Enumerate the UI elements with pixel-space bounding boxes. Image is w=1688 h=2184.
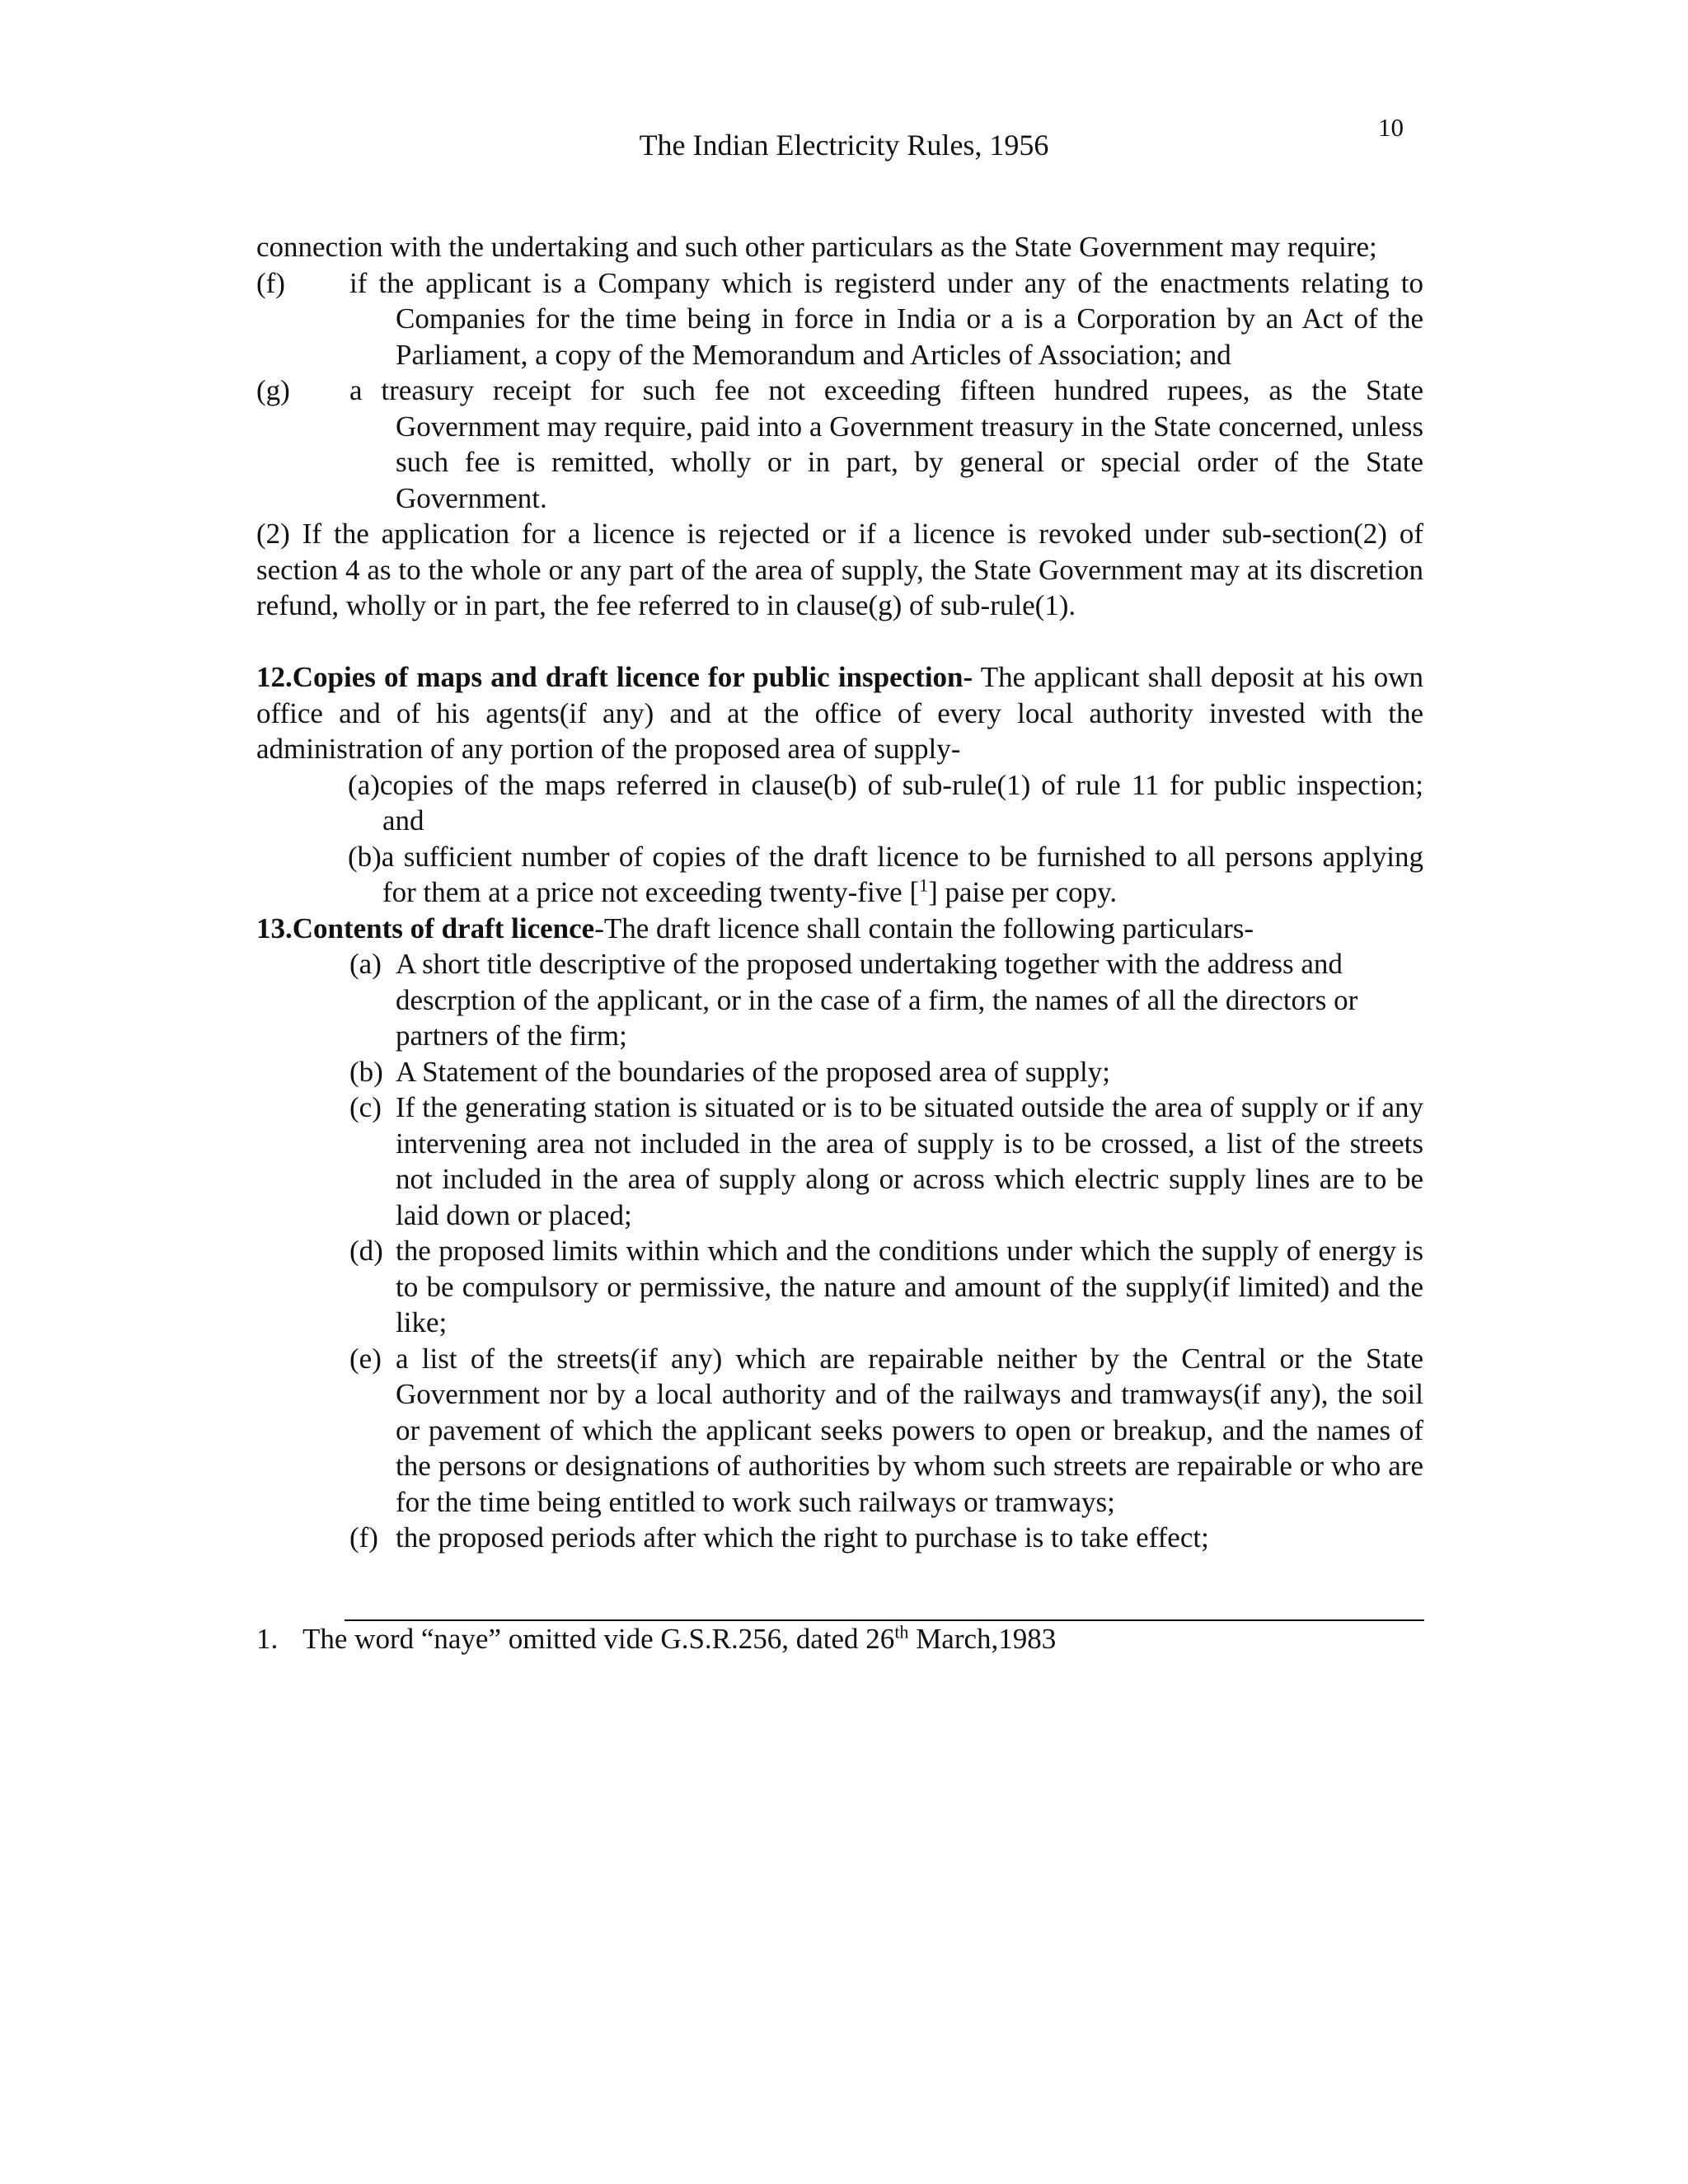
subrule-2-paragraph: (2) If the application for a licence is rejected or if a licence is revoked under sub-section(2) of section 4 as to the whole or any part of the area of supply, the State Government may at its discretion refund, wholly or in part, the fee referred to in clause(g) of sub-rule(1).: [256, 518, 1423, 621]
item-label: (a): [349, 948, 382, 980]
item-text: A Statement of the boundaries of the proposed area of supply;: [396, 1055, 1111, 1088]
clause-text: a treasury receipt for such fee not exceeding fifteen hundred rupees, as the State Government may require, paid into a Government treasury in the State concerned, unless such fee is remitted, wholly or in part, by general or special order of the State Government.: [349, 374, 1423, 514]
clause-label: (f): [256, 266, 285, 299]
rule-13-item: [256, 1341, 1423, 1521]
rule-13-item: [256, 1054, 1423, 1090]
rule-12-item-a: (a)copies of the maps referred in clause(b) of sub-rule(1) of rule 11 for public inspection; and: [348, 768, 1423, 837]
footnote-text-start: The word “naye” omitted vide G.S.R.256, dated 26: [302, 1623, 895, 1655]
rule-13-heading: 13.Contents of draft licence: [256, 912, 595, 944]
item-label: (b): [349, 1055, 383, 1088]
document-body: [256, 229, 1423, 1556]
footnote: [256, 1621, 1423, 1657]
clause-label: (g): [256, 374, 290, 406]
item-text: If the generating station is situated or is to be situated outside the area of supply or if any intervening area not included in the area of supply is to be crossed, a list of the streets not included in the area of supply along or across which electric supply lines are to be laid down or placed;: [396, 1091, 1423, 1231]
item-text: A short title descriptive of the proposed undertaking together with the address and descrption of the applicant, or in the case of a firm, the names of all the directors or partners of the firm;: [396, 948, 1358, 1052]
item-label: (f): [349, 1521, 378, 1554]
item-label: (d): [349, 1235, 383, 1267]
item-b-text-end: ] paise per copy.: [928, 876, 1118, 908]
paragraph-spacer: [256, 624, 1423, 660]
clause-g: [256, 373, 1423, 516]
running-header: The Indian Electricity Rules, 1956: [639, 129, 1049, 162]
rule-13-item: [256, 1090, 1423, 1233]
clause-f: [256, 265, 1423, 373]
rule-13-item: [256, 1520, 1423, 1556]
page-number: 10: [1378, 113, 1404, 142]
rule-13-text: -The draft licence shall contain the following particulars-: [594, 912, 1254, 944]
footnote-label: 1.: [256, 1623, 279, 1655]
item-text: a list of the streets(if any) which are repairable neither by the Central or the State Government nor by a local authority and of the railways and tramways(if any), the soil or pavement of which the applicant seeks powers to open or breakup, and the names of the persons or designations of authorities by whom such streets are repairable or who are for the time being entitled to work such railways or tramways;: [396, 1342, 1423, 1518]
item-text: the proposed periods after which the right to purchase is to take effect;: [396, 1521, 1209, 1554]
footnote-superscript: th: [894, 1621, 909, 1643]
item-b-text: (b)a sufficient number of copies of the draft licence to be furnished to all persons applying for them at a price not exceeding twenty-five [: [348, 840, 1423, 908]
item-label: (e): [349, 1342, 382, 1375]
footnote-text: [302, 1621, 1056, 1657]
rule-13-paragraph: [256, 911, 1423, 947]
rule-13-item: [256, 1233, 1423, 1341]
item-label: (c): [349, 1091, 382, 1123]
clause-text: if the applicant is a Company which is registerd under any of the enactments relating to Companies for the time being in force in India or a is a Corporation by an Act of the Parliament, a copy of the Memorandum and Articles of Association; and: [349, 266, 1423, 371]
intro-paragraph: connection with the undertaking and such other particulars as the State Government may require;: [256, 231, 1377, 263]
rule-13-item: [256, 946, 1423, 1054]
footnote-text-end: March,1983: [908, 1623, 1057, 1655]
rule-12-paragraph: [256, 659, 1423, 767]
rule-12-item-b: [256, 839, 1423, 911]
rule-12-text: The applicant shall deposit at his own office and of his agents(if any) and at the office of every local authority invested with the administration of any portion of the proposed area of supply-: [256, 661, 1423, 765]
rule-12-heading: 12.Copies of maps and draft licence for public inspection-: [256, 661, 973, 693]
footnote-reference: 1: [919, 874, 929, 896]
item-text: the proposed limits within which and the conditions under which the supply of energy is to be compulsory or permissive, the nature and amount of the supply(if limited) and the like;: [396, 1235, 1423, 1338]
